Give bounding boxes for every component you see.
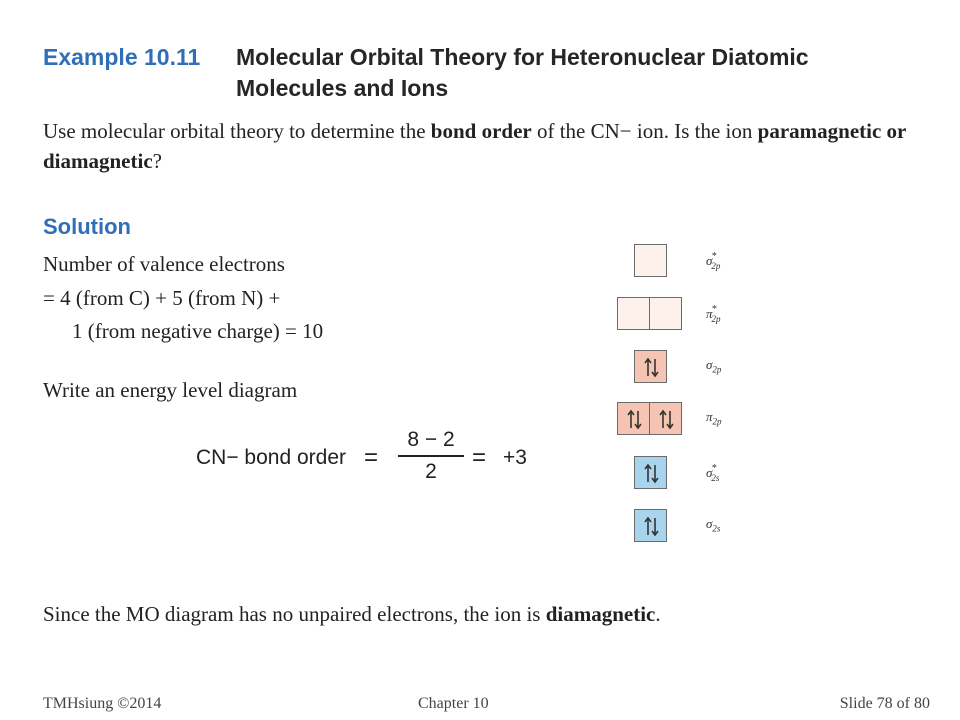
question-bold-bond-order: bond order [430,119,532,143]
solution-line-1: Number of valence electrons [43,252,285,276]
mo-orbital-label-1: $\sigma^*_{2p}$ [706,251,721,271]
mo-orbital-box-3-1 [634,350,667,383]
solution-line-4: Write an energy level diagram [43,378,298,402]
solution-line-2: = 4 (from C) + 5 (from N) + [43,286,281,310]
mo-orbital-box-2-2 [649,297,682,330]
mo-orbital-label-6: $\sigma_{2s}$ [706,516,721,534]
mo-orbital-box-1-1 [634,244,667,277]
equation-equals-sign: = [364,444,379,471]
question-text [43,116,918,176]
equation-label: CN− bond order [196,446,347,469]
footer-author: TMHsiung ©2014 [43,695,162,712]
conclusion-end: . [655,602,661,626]
mo-orbital-label-3: $\sigma_{2p}$ [706,357,722,375]
equation-numerator: 8 − 2 [407,428,455,451]
solution-line-3: 1 (from negative charge) = 10 [72,319,324,343]
equation-denominator: 2 [425,460,437,483]
mo-orbital-label-2: $\pi^*_{2p}$ [706,304,721,324]
fraction-bar [398,455,464,457]
equation-result: +3 [503,446,527,469]
conclusion-bold-diamagnetic: diamagnetic [545,602,656,626]
question-part2: of the CN− ion. Is the ion [531,119,758,143]
solution-heading: Solution [43,214,131,239]
mo-orbital-box-2-1 [617,297,650,330]
question-bold-magnetism: paramagnetic or diamagnetic [43,119,906,173]
mo-orbital-label-5: $\sigma^*_{2s}$ [706,463,720,483]
question-part3: ? [152,149,162,173]
mo-orbital-box-5-1 [634,456,667,489]
equation-equals-sign-2: = [472,444,487,471]
question-part1: Use molecular orbital theory to determine the [43,119,431,143]
footer-slide-number: Slide 78 of 80 [839,695,930,712]
mo-orbital-box-6-1 [634,509,667,542]
mo-orbital-label-4: $\pi_{2p}$ [706,409,722,427]
conclusion-text [43,599,661,629]
mo-orbital-box-4-2 [649,402,682,435]
mo-orbital-box-4-1 [617,402,650,435]
example-label: Example 10.11 [43,44,201,70]
conclusion-part1: Since the MO diagram has no unpaired electrons, the ion is [43,602,546,626]
example-title: Molecular Orbital Theory for Heteronuclear Diatomic Molecules and Ions [236,44,809,101]
equation-fraction [398,428,464,484]
footer-chapter: Chapter 10 [418,695,489,712]
